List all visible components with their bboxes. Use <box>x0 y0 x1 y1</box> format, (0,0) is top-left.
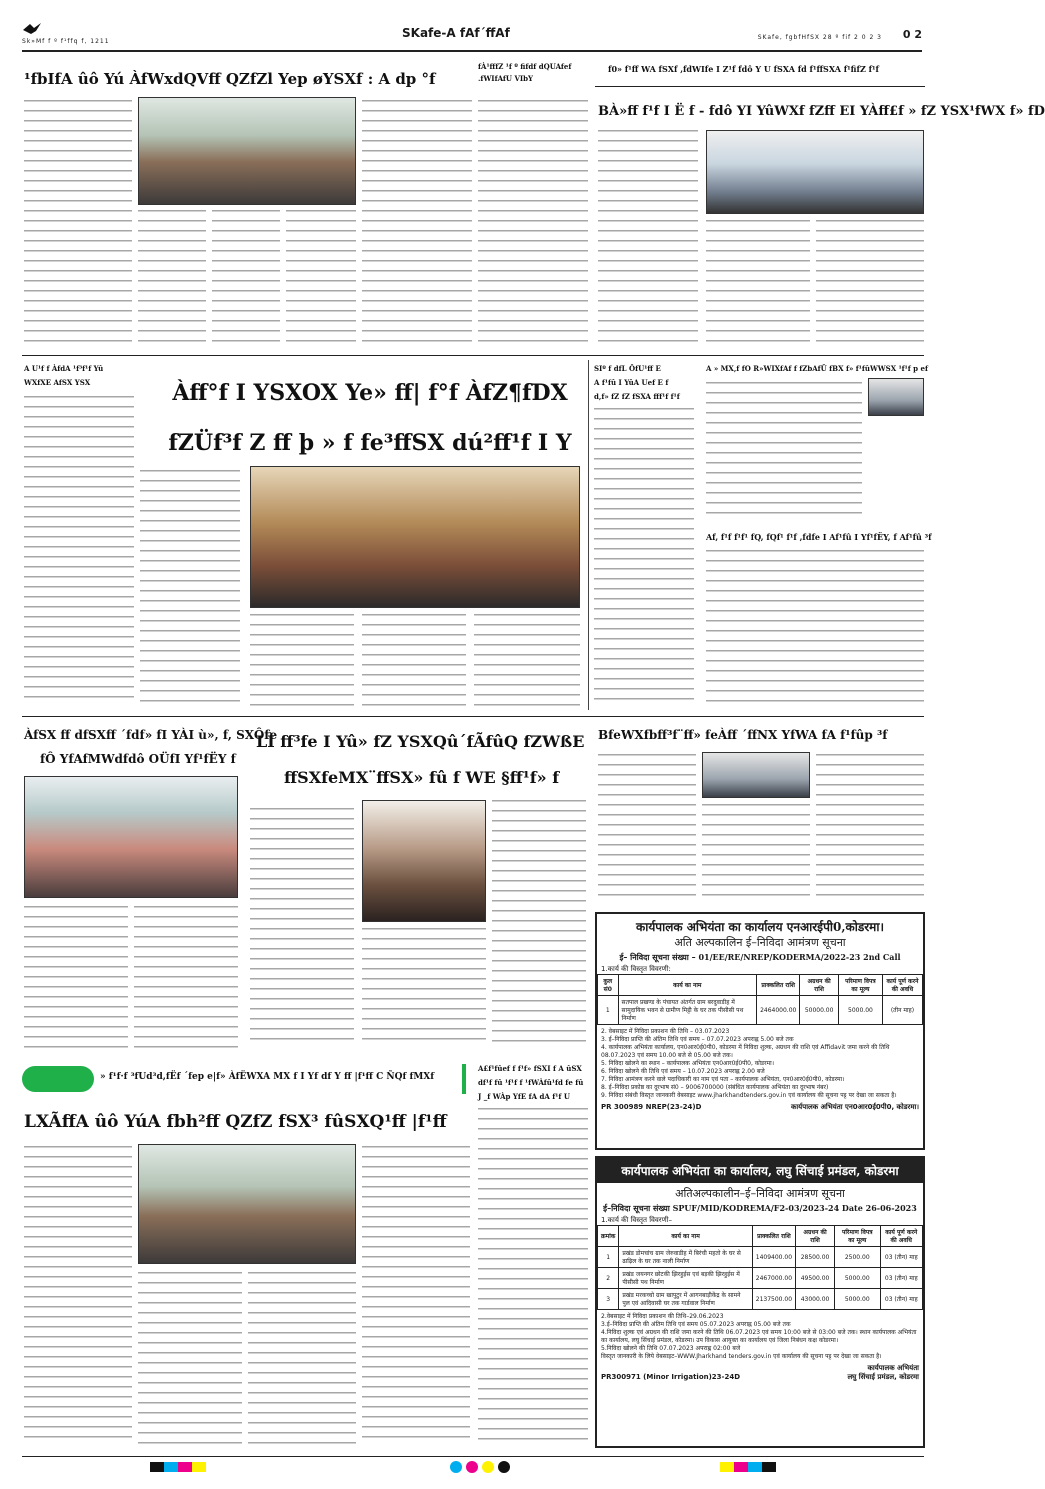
tender-details-label: 1.कार्य की विस्तृत विवरणी– <box>601 1216 673 1224</box>
table-cell: 28500.00 <box>796 1247 835 1268</box>
sidebar-headline: d,f» fZ fZ fSXA fff¹f f¹f <box>594 392 680 401</box>
tender-note: 3.ई–निविदा प्राप्ति की अंतिम तिथि एवं समय 05.07.2023 अपराह्न 05.00 बजे तक <box>601 1321 791 1328</box>
article-column <box>250 808 354 1048</box>
tender-signature: कार्यपालक अभियंता एन0आर0ई0पी0, कोडरमा। <box>790 1103 919 1111</box>
masthead-date: SKafe, fgbfHfSX 28 º fif 2 0 2 3 <box>757 34 882 41</box>
divider <box>595 86 925 87</box>
tender-office-title: कार्यपालक अभियंता का कार्यालय एनआरईपी0,कोडरमा। <box>636 920 884 934</box>
color-swatch <box>164 1462 178 1472</box>
color-swatch <box>762 1462 776 1472</box>
headline-lower-left: ÀfSX ff dfSXff ´fdf» fI YÀI ù», f, SXÔfe <box>24 728 278 742</box>
color-swatch <box>150 1462 164 1472</box>
table-row <box>598 1268 923 1289</box>
tender-note: 6. निविदा खोलने की तिथि एवं समय – 10.07.2023 अपराह्न 2.00 बजे <box>601 1068 765 1075</box>
table-header-cell: क्रमांक <box>598 1226 619 1247</box>
tender-table <box>597 974 923 1025</box>
tender-notice-number: ई–निविदा सूचना संख्या SPUF/MID/KODREMA/F2-03/2023-24 Date 26-06-2023 <box>603 1203 917 1213</box>
table-cell: 2 <box>598 1268 619 1289</box>
article-column <box>140 470 240 706</box>
sidebar-headline: SIº f dfL ÔfU¹ff E <box>594 364 661 373</box>
table-header-cell: कार्य का नाम <box>619 1226 752 1247</box>
tender-signature: कार्यपालक अभियंता <box>867 1364 919 1372</box>
tender-notes <box>597 1310 923 1364</box>
photo-felicitation <box>138 1144 356 1264</box>
photo-portrait <box>868 378 924 416</box>
table-cell: 5000.00 <box>835 1268 880 1289</box>
tender-note: 5.निविदा खोलने की तिथि 07.07.2023 अपराह्न 02:00 बजे <box>601 1345 741 1352</box>
photo-inauguration-plaque <box>250 466 580 608</box>
photo-crowd <box>24 776 238 898</box>
headline-bottom: LXÃffA ûô YúA fbh²ff QZfZ fSX³ fûSXQ¹ff |f¹ff <box>24 1112 447 1132</box>
tender-note: 3. ई–निविदा प्राप्ति की अंतिम तिथि एवं समय – 07.07.2023 अपराह्न 5.00 बजे तक <box>601 1036 794 1043</box>
article-column <box>362 928 486 1048</box>
color-swatch <box>720 1462 734 1472</box>
sidebar-headline: df¹f fû ¹f¹f f ¹fWÀfû¹fd fe fû <box>478 1078 584 1087</box>
tender-footer <box>597 1103 923 1112</box>
tender-footer <box>597 1373 923 1382</box>
table-header-cell: अग्रधन की राशि <box>800 975 839 996</box>
divider <box>22 1456 924 1457</box>
color-swatch <box>192 1462 206 1472</box>
article-column <box>362 100 472 345</box>
table-row <box>598 1247 923 1268</box>
tender-note: 7. निविदा आमंत्रण करने वाले पदाधिकारी का नाम एवं पता – कार्यपालक अभियंता, एन0आर0ई0पी0, कोडरमा। <box>601 1076 845 1083</box>
color-swatch <box>748 1462 762 1472</box>
table-cell: 2137500.00 <box>752 1289 795 1310</box>
color-swatch <box>178 1462 192 1472</box>
article-column <box>474 614 580 706</box>
tender-table <box>597 1225 923 1310</box>
bird-logo-icon <box>22 22 42 36</box>
article-column <box>478 1108 588 1446</box>
tender-note: 8. ई–निविदा प्रकोष्ठ का दूरभाष सं0 – 9006700000 (संबंधित कार्यपालक अभियंता का दूरभाष नंबर) <box>601 1084 829 1091</box>
tender-note: 2. वेबसाइट में निविदा प्रकाशन की तिथि – 03.07.2023 <box>601 1028 730 1035</box>
table-row <box>598 1289 923 1310</box>
headline-top-right-kicker: f0» f¹ff WA fSXf ,fdWIfe I Z¹f fdô Y U fSXA fd f¹ffSXA f¹fifZ f¹f <box>608 64 879 74</box>
table-row <box>598 996 923 1025</box>
table-cell: सतपाल प्रखण्ड के पंचायत अंतर्गत ग्राम बरदुवाडीह में सामुदायिक भवन से ग्रामीण मिट्टी के घर तक पीसीसी पथ निर्माण <box>618 996 757 1025</box>
table-cell: 2464000.00 <box>757 996 800 1025</box>
article-column <box>598 754 696 904</box>
divider <box>22 355 924 356</box>
sidebar-headline: A£f¹fûef f f¹f» fSXI f A ûSX <box>478 1064 582 1073</box>
masthead <box>22 22 922 52</box>
table-cell: 03 (तीन) माह <box>880 1289 922 1310</box>
registration-mark-icon <box>466 1461 478 1473</box>
article-column <box>816 220 924 345</box>
table-header-cell: अग्रधन की राशि <box>796 1226 835 1247</box>
table-cell: 03 (तीन) माह <box>880 1247 922 1268</box>
table-cell: 1 <box>598 996 619 1025</box>
sidebar-headline: J _f WÀp YfE fA dA f¹f U <box>478 1092 570 1101</box>
headline-lower-center-second: ffSXfeMX¨ffSX» fû f WE §ff¹f» f <box>284 768 560 787</box>
masthead-edition: Sk»Mf f º f¹ffq f, 1211 <box>22 38 110 45</box>
table-cell: 03 (तीन) माह <box>880 1268 922 1289</box>
table-header-cell: कार्य पूर्ण करने की अवधि <box>880 1226 922 1247</box>
tender-details-label: 1.कार्य की विस्तृत विवरणी: <box>601 965 671 973</box>
table-cell: 1 <box>598 1247 619 1268</box>
print-color-bar <box>720 1462 776 1472</box>
tender-ref: PR300971 (Minor Irrigation)23-24D <box>601 1373 741 1381</box>
headline-lower-center: LÌ ff³fe I Yû» fZ YSXQû´fÃfûQ fZWßE <box>256 732 585 751</box>
photo-injured-man <box>362 800 486 922</box>
article-column <box>706 550 924 706</box>
photo-event-stage <box>138 97 356 205</box>
highlight-bar-pill <box>22 1066 94 1092</box>
sidebar-headline: WXfXE AfSX YSX <box>24 378 91 387</box>
sidebar-headline: A f¹fû I YûA Uef E f <box>594 378 669 387</box>
tender-office-title: कार्यपालक अभियंता का कार्यालय, लघु सिंचाई प्रमंडल, कोडरमा <box>597 1158 923 1183</box>
table-header-cell: कार्य का नाम <box>618 975 757 996</box>
table-cell: 5000.00 <box>835 1289 880 1310</box>
table-cell: 3 <box>598 1289 619 1310</box>
headline-small: fÀ¹fffZ ¹f º fifdf dQUAfef <box>478 62 572 71</box>
article-column <box>706 220 810 345</box>
table-cell: 43000.00 <box>796 1289 835 1310</box>
tender-notice-minor-irrigation <box>595 1156 925 1448</box>
article-column <box>594 408 694 706</box>
article-column <box>362 614 466 706</box>
tender-note: 4. कार्यपालक अभियंता कार्यालय, एन0आर0ई0पी0, कोडरमा में निविदा शुल्क, अग्रधन की राशि एवं Affidavit जमा करने की तिथि 08.07.2023 एवं समय 10.00 बजे से 05.00 बजे तक। <box>601 1044 890 1059</box>
article-column <box>702 804 810 904</box>
table-cell: 2500.00 <box>835 1247 880 1268</box>
masthead-section-title: SKafe-A fAf´ffAf <box>402 26 510 40</box>
headline-center: Àff°f I YSXOX Ye» ff| f°f ÀfZ¶fDX <box>172 380 568 406</box>
table-header-row <box>598 1226 923 1247</box>
photo-small-event <box>702 752 810 798</box>
tender-note: 4.निविदा शुल्क एवं अग्रधन की राशि जमा करने की तिथि 06.07.2023 एवं समय 10:00 बजे से 03:00 बजे तक। स्थान कार्यपालक अभियंता का कार्यालय, लघु सिंचाई प्रमंडल, कोडरमा। उप विकास आयुक्त का कार्यालय एवं जिला निबंधन कक्ष कोडरमा। <box>601 1329 917 1344</box>
divider <box>588 360 589 710</box>
color-swatch <box>734 1462 748 1472</box>
divider <box>22 716 924 717</box>
headline-lower-right: BfeWXfbff³f¨ff» feÀff ´ffNX YfWA fA f¹fûp ³f <box>598 728 888 742</box>
table-cell: (तीन माह) <box>882 996 922 1025</box>
registration-mark-icon <box>498 1461 510 1473</box>
tender-note: 9. निविदा संबंधी विस्तृत जानकारी वेबसाइट www.jharkhandtenders.gov.in एवं कार्यालय की सूचना पट्ट पर देखा जा सकता है। <box>601 1092 897 1099</box>
table-header-row <box>598 975 923 996</box>
article-column <box>138 210 206 345</box>
accent-green-line <box>462 1064 466 1094</box>
table-cell: 2467000.00 <box>752 1268 795 1289</box>
table-cell: प्रखंड मरकच्चो ग्राम खापुटुर में आगनबाड़ीकेंद्र के सामने पुल एवं आदिवासी घर तक गार्डवाल निर्माण <box>619 1289 752 1310</box>
registration-mark-icon <box>482 1461 494 1473</box>
article-column <box>24 100 132 345</box>
print-color-bar <box>150 1462 206 1472</box>
table-header-cell: कार्य पूर्ण करने की अवधि <box>882 975 922 996</box>
headline-small: Af, f¹f f¹f¹ fQ, fQf¹ f¹f ,fdfe I Af¹fû I Yf¹fËY, f Af¹fû ³f <box>706 532 932 542</box>
headline-small: A » MX,f fO R»WIXfAf f fZbAfÛ fBX f» f¹fûWWSX ¹f¹f p ef <box>706 364 928 373</box>
tender-notice-nrep <box>595 912 925 1150</box>
sidebar-headline: A U¹f f ÀfdA ¹f³f¹f Yû <box>24 364 104 373</box>
page-number: 0 2 <box>902 28 922 41</box>
table-header-cell: प्राक्कलित राशि <box>757 975 800 996</box>
table-cell: 49500.00 <box>796 1268 835 1289</box>
photo-meeting <box>706 130 924 214</box>
article-column <box>706 382 862 522</box>
tender-note: 5. निविदा खोलने का स्थान – कार्यपालक अभियंता एन0आर0ई0पी0, कोडरमा। <box>601 1060 775 1067</box>
highlight-bar-text: » f¹f·f ³fUd³d,fËf ´fep e|f» ÀfËWXA MX f I Yf df Y ff |f¹ff C ÑQf fMXf <box>100 1072 435 1082</box>
article-column <box>250 614 354 706</box>
table-cell: 5000.00 <box>838 996 882 1025</box>
registration-mark-icon <box>450 1461 462 1473</box>
article-column <box>286 210 356 345</box>
article-column <box>362 1146 470 1446</box>
table-header-cell: परिमाण विपत्र का मूल्य <box>835 1226 880 1247</box>
article-column <box>24 906 128 1048</box>
article-column <box>24 1146 132 1446</box>
table-cell: 50000.00 <box>800 996 839 1025</box>
article-column <box>598 130 698 345</box>
tender-note: 2.वेबसाइट में निविदा प्रकाशन की तिथि–29.06.2023 <box>601 1313 724 1320</box>
article-column <box>24 396 134 706</box>
tender-ref: PR 300989 NREP(23-24)D <box>601 1103 702 1111</box>
tender-notice-number: ई– निविदा सूचना संख्या – 01/EE/RE/NREP/KODERMA/2022-23 2nd Call <box>619 952 901 962</box>
article-column <box>134 906 238 1048</box>
table-cell: प्रखंड जयनगर छोटकी झिरहुईस एवं बड़की झिरहुईस में पीसीसी पथ निर्माण <box>619 1268 752 1289</box>
table-cell: 1409400.00 <box>752 1247 795 1268</box>
headline-top-left: ¹fbIfA ûô Yú ÀfWxdQVff QZfZl Yep øYSXf : A dp °f <box>24 70 436 88</box>
table-header-cell: प्राक्कलित राशि <box>752 1226 795 1247</box>
headline-small: .fWIfAfU VIbY <box>478 74 534 83</box>
headline-center-second: fZÜf³f Z ff þ » f fe³ffSX dú²ff¹f I Y <box>168 430 572 456</box>
table-header-cell: कुल सं0 <box>598 975 619 996</box>
tender-subtitle: अति अल्पकालिन ई–निविदा आमंत्रण सूचना <box>674 936 846 949</box>
article-column <box>492 800 586 1048</box>
headline-lower-left-second: fÔ YfAfMWdfdô OÜfI Yf¹fËY f <box>40 752 236 766</box>
tender-signature: लघु सिंचाई प्रमंडल, कोडरमा <box>847 1373 919 1381</box>
headline-top-right: BÀ»ff f¹f I Ë f - fdô YI YûWXf fZff EI YÀff£f » fZ YSX¹fWX f» fD <box>598 104 1045 119</box>
article-column <box>248 1272 356 1446</box>
table-cell: प्रखंड डोमचांच ग्राम जेरुवाडीह में बिरंची महतो के घर से ढाढ़िल के घर तक नाली निर्माण <box>619 1247 752 1268</box>
article-column <box>212 210 280 345</box>
table-header-cell: परिमाण विपत्र का मूल्य <box>838 975 882 996</box>
article-column <box>816 754 924 904</box>
tender-subtitle: अतिअल्पकालीन–ई–निविदा आमंत्रण सूचना <box>675 1187 845 1200</box>
tender-notes <box>597 1025 923 1103</box>
article-column <box>478 100 588 345</box>
article-column <box>138 1272 242 1446</box>
tender-note: विस्तृत जानकारी के लिये वेबसाइट–WWW.Jharkhand tenders.gov.in एवं कार्यालय की सूचना पट्ट पर देखा जा सकता है। <box>601 1353 882 1360</box>
